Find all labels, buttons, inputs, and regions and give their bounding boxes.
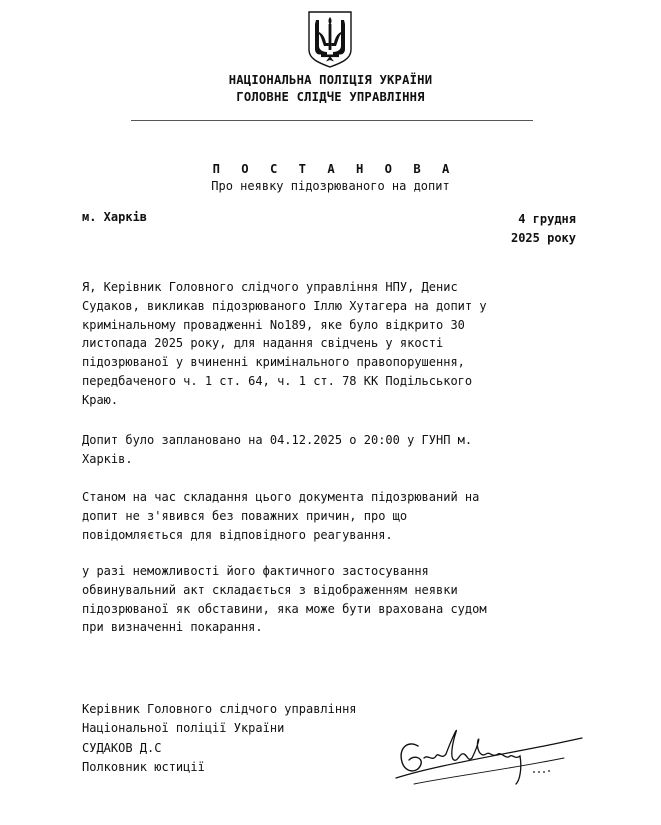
document-title: П О С Т А Н О В А	[212, 162, 457, 176]
handwritten-signature	[394, 718, 590, 798]
paragraph-line: обвинувальний акт складається з відображенням неявки	[82, 582, 458, 597]
paragraph-line: Я, Керівник Головного слідчого управління НПУ, Денис	[82, 280, 458, 294]
signatory-rank: Полковник юстиції	[82, 759, 205, 774]
paragraph-line: Допит було заплановано на 04.12.2025 о 20:00 у ГУНП м.	[82, 433, 473, 447]
paragraph-line: підозрюваної у вчиненні кримінального правопорушення,	[82, 355, 465, 370]
paragraph-line: передбаченого ч. 1 ст. 64, ч. 1 ст. 78 КК Подільського	[82, 373, 473, 388]
paragraph-summons	[82, 278, 592, 410]
paragraph-line: Станом на час складання цього документа підозрюваний на	[82, 490, 480, 504]
paragraph-line: у разі неможливості його фактичного застосування	[82, 564, 429, 578]
paragraph-line: Харків.	[82, 451, 133, 466]
signatory-block	[82, 700, 357, 777]
paragraph-line: кримінальному провадженні No189, яке було відкрито 30	[82, 317, 465, 332]
date-year: 2025 року	[510, 231, 576, 245]
signatory-organization: Національної поліції України	[82, 721, 285, 736]
trident-coat-of-arms-icon	[306, 10, 354, 68]
date-day-month: 4 грудня	[518, 212, 576, 226]
paragraph-line: Краю.	[82, 392, 119, 407]
paragraph-line: при визначенні покарання.	[82, 620, 263, 635]
signatory-position: Керівник Головного слідчого управління	[82, 702, 357, 716]
paragraph-line: допит не з'явився без поважних причин, про що	[82, 508, 408, 523]
paragraph-line: Судаков, викликав підозрюваного Іллю Хутагера на допит у	[82, 298, 487, 313]
document-city: м. Харків	[82, 210, 148, 224]
paragraph-line: листопада 2025 року, для надання свідчень у якості	[82, 336, 444, 351]
paragraph-line: повідомляється для відповідного реагування.	[82, 527, 393, 542]
paragraph-line: підозрюваної як обставини, яка може бути врахована судом	[82, 601, 487, 616]
document-subtitle: Про неявку підозрюваного на допит	[211, 179, 450, 193]
paragraph-consequences	[82, 562, 592, 637]
document-date	[511, 210, 576, 248]
department-name: ГОЛОВНЕ СЛІДЧЕ УПРАВЛІННЯ	[236, 90, 425, 104]
signatory-name: СУДАКОВ Д.С	[82, 740, 162, 755]
paragraph-schedule	[82, 431, 592, 469]
organization-name: НАЦІОНАЛЬНА ПОЛІЦІЯ УКРАЇНИ	[228, 73, 433, 87]
header-divider	[131, 120, 533, 121]
paragraph-non-appearance	[82, 488, 592, 544]
